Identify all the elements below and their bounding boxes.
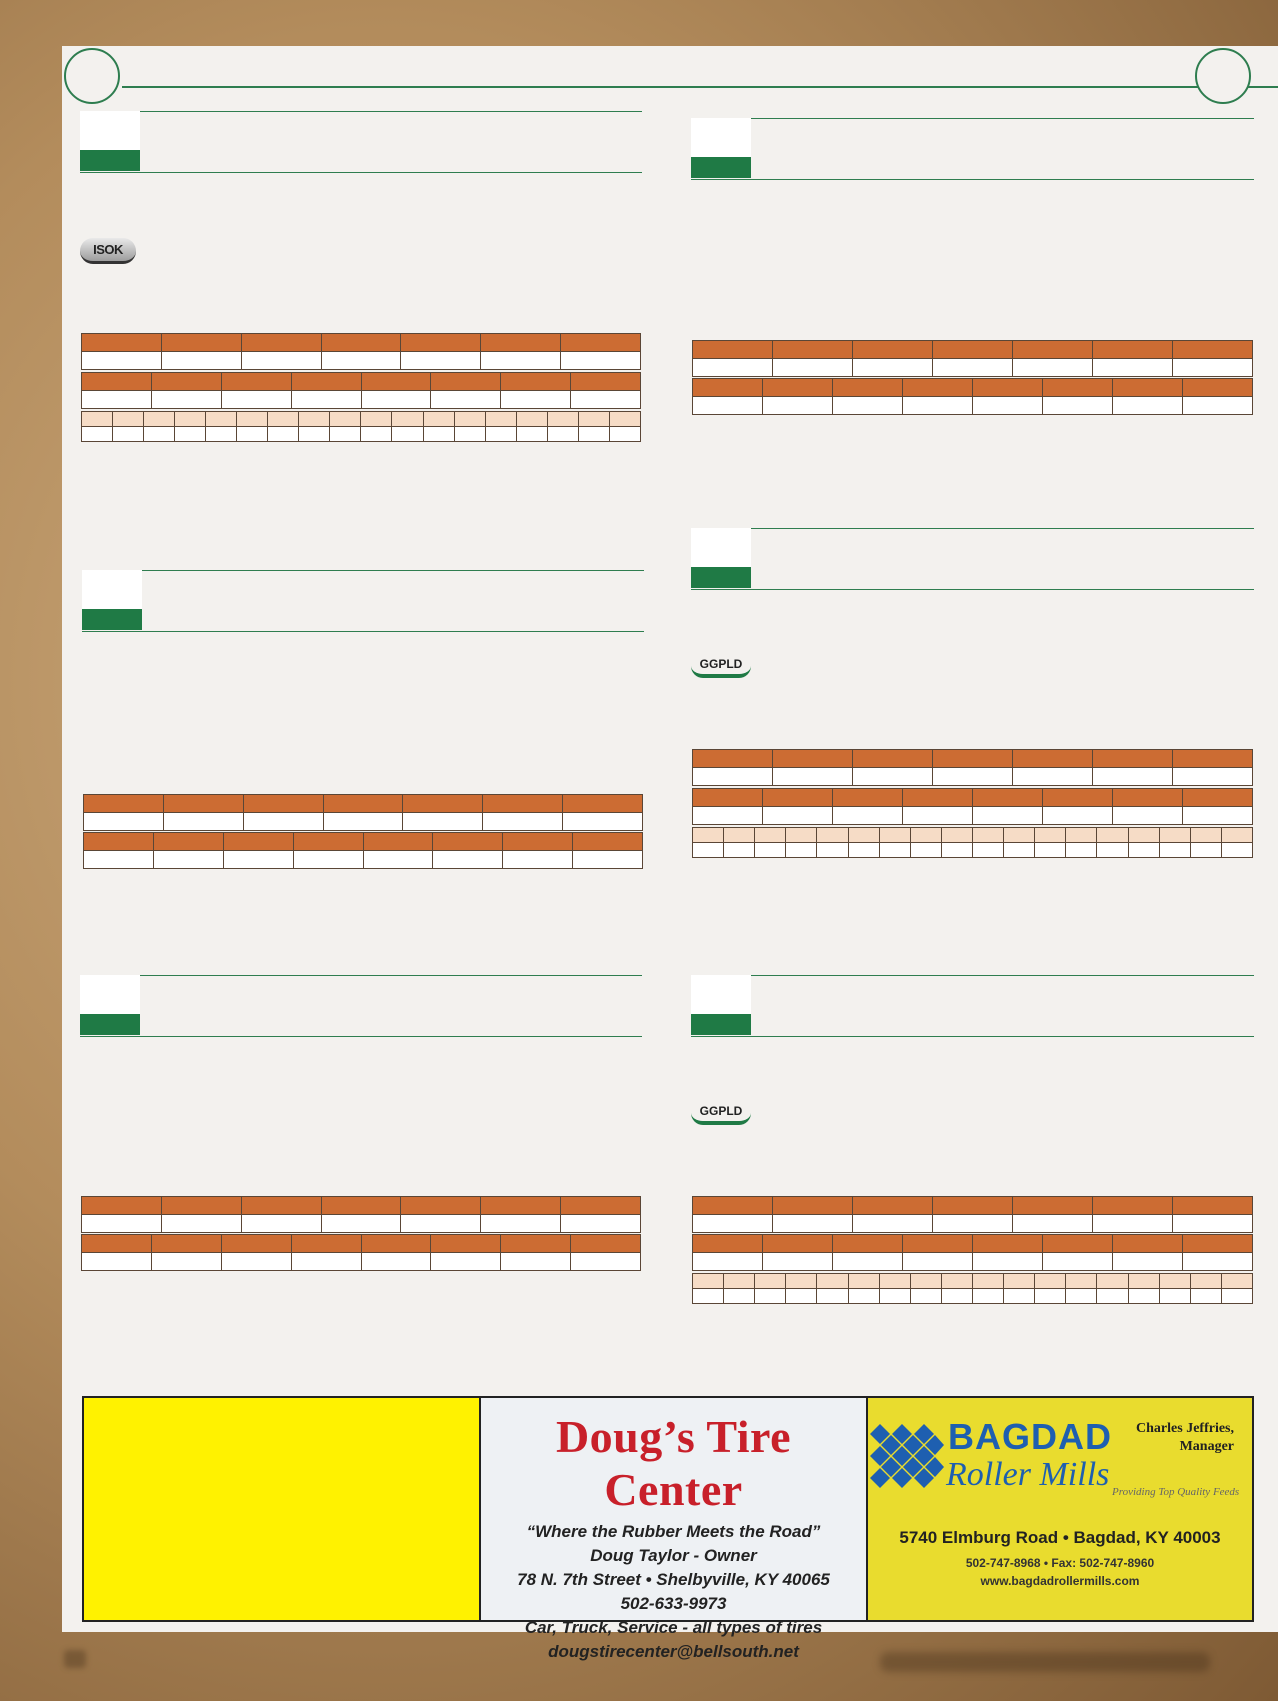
bagdad-manager <box>1134 1420 1234 1456</box>
bagdad-manager-name: Charles Jeffries, <box>1136 1421 1234 1436</box>
sponsor-ads-strip <box>82 1396 1254 1661</box>
pedigree-table <box>81 1196 641 1233</box>
dougs-slogan: “Where the Rubber Meets the Road” <box>526 1522 821 1541</box>
dougs-address: 78 N. 7th Street • Shelbyville, KY 40065 <box>517 1570 830 1589</box>
isok-logo-text: ISOK <box>93 242 123 257</box>
section-header <box>80 975 642 1037</box>
section-number-box <box>691 118 751 178</box>
dougs-email: dougstirecenter@bellsouth.net <box>548 1642 799 1661</box>
performance-table <box>83 832 643 869</box>
section-header <box>691 118 1254 180</box>
performance-table <box>692 1234 1253 1271</box>
bagdad-phone: 502-747-8968 • Fax: 502-747-8960 <box>965 1556 1155 1570</box>
pedigree-table <box>692 749 1253 786</box>
bagdad-manager-title: Manager <box>1179 1439 1234 1454</box>
performance-table <box>692 378 1253 415</box>
bagdad-diamond-logo-icon <box>870 1424 944 1488</box>
footer-text-blurred <box>880 1652 1210 1672</box>
ggpld-logo <box>691 1101 751 1125</box>
pedigree-table <box>81 333 641 370</box>
performance-table <box>692 788 1253 825</box>
isok-logo <box>80 238 136 264</box>
epd-table <box>81 411 641 442</box>
bagdad-name: BAGDAD <box>948 1416 1112 1457</box>
pedigree-table <box>692 340 1253 377</box>
dougs-tire-center-ad <box>481 1398 868 1661</box>
bagdad-subname: Roller Mills <box>946 1456 1110 1493</box>
bagdad-address: 5740 Elmburg Road • Bagdad, KY 40003 <box>899 1528 1221 1547</box>
dougs-title: Doug’s Tire Center <box>555 1411 792 1515</box>
section-header <box>82 570 644 632</box>
section-header <box>691 975 1254 1037</box>
bagdad-roller-mills-ad <box>868 1398 1252 1620</box>
header-circle-right <box>1195 48 1251 104</box>
header-circle-left <box>64 48 120 104</box>
bagdad-tagline: Providing Top Quality Feeds <box>1112 1486 1240 1498</box>
pedigree-table <box>692 1196 1253 1233</box>
section-number-box <box>82 570 142 630</box>
section-number-box <box>691 528 751 588</box>
section-number-box <box>80 975 140 1035</box>
epd-table <box>692 827 1253 858</box>
performance-table <box>81 1234 641 1271</box>
ggpld-logo <box>691 654 751 678</box>
ggpld-logo-text: GGPLD <box>699 1104 743 1118</box>
epd-table <box>692 1273 1253 1304</box>
section-number-box <box>691 975 751 1035</box>
performance-table <box>81 372 641 409</box>
dougs-phone: 502-633-9973 <box>620 1594 727 1613</box>
dougs-services: Car, Truck, Service - all types of tires <box>524 1618 823 1637</box>
pedigree-table <box>83 794 643 831</box>
ggpld-logo-text: GGPLD <box>699 657 743 671</box>
section-number-box <box>80 111 140 171</box>
dougs-owner: Doug Taylor - Owner <box>590 1546 757 1565</box>
blank-yellow-ad <box>84 1398 481 1620</box>
header-rule <box>122 86 1278 88</box>
section-header <box>691 528 1254 590</box>
page-number-blurred <box>64 1650 86 1668</box>
bagdad-website: www.bagdadrollermills.com <box>980 1574 1140 1588</box>
section-header <box>80 111 642 173</box>
